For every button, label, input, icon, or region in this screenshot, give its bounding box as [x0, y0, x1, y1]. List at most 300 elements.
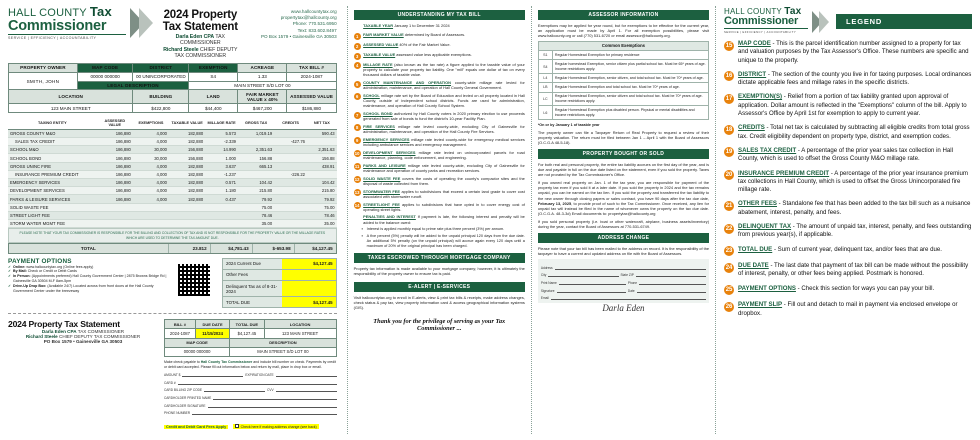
legend-text — [738, 223, 972, 240]
cell-net — [307, 170, 337, 178]
total-label: TOTAL — [80, 245, 96, 251]
column-divider — [531, 6, 532, 434]
table-row — [8, 219, 337, 227]
understanding-text — [363, 32, 525, 39]
cell-credits — [274, 195, 307, 203]
logo-tax-word: Tax — [89, 4, 112, 19]
legend-term: OTHER FEES — [738, 200, 777, 208]
exemption-rows — [538, 51, 708, 120]
understanding-term: PARKS AND LEISURE — [363, 162, 406, 168]
field-label: CARD BILLING ZIP CODE — [164, 388, 203, 393]
exemption-description: Regular homestead Exemption, senior citizen plus partial school tax. Must be 65* years of age. Income restrictions apply. — [552, 60, 708, 74]
cell-exemptions — [133, 203, 169, 211]
value-bill-number: 2024-1087 — [287, 72, 336, 81]
understanding-item — [354, 124, 525, 134]
bought-sold-p2a: If you owned real property on Jan. 1 of the tax year, you are responsible for payment of the property tax even if you sold it at a later date. If you sold the property in 2024 and the tax remains unpaid, you can be named on the tax lien. If you sold the property and transferred the tax liability to the new owner through closing papers or sales contract, you have 90 days after the tax due date, — [537, 179, 710, 201]
value-assessed-value: $186,880 — [287, 104, 336, 113]
qr-code[interactable] — [176, 262, 212, 298]
slip-map-code: 00000 000000 — [165, 347, 230, 356]
label-fair-market-value: FAIR MARKET VALUE x 40% — [238, 90, 287, 104]
table-row — [8, 162, 337, 170]
signature: Darla Eden — [602, 303, 645, 314]
legend-number-badge: 23 — [725, 248, 733, 255]
cell-taxable: 182,880 — [169, 162, 205, 170]
understanding-term: COUNTY MAINTENANCE AND OPERATION — [363, 80, 451, 86]
slip-th-map-code: MAP CODE — [165, 338, 230, 347]
officer-2-name: Richard Steele — [163, 47, 199, 53]
check-note-a: Make check payable to — [164, 360, 201, 365]
understanding-text — [363, 23, 525, 30]
payment-section — [8, 258, 337, 309]
exemption-code: L4 — [538, 74, 552, 83]
payment-form-field[interactable] — [164, 372, 337, 377]
legend-term: CREDITS — [738, 124, 765, 132]
penalty-bullet: ▪ A five percent (5%) penalty will be added to the unpaid principal 120 days from the due date. An additional 5% penalty (on the unpaid principal) will accrue again every 120 days until a maximum of 20% of the original principal has been charged. — [362, 234, 525, 249]
slip-th-description: DESCRIPTION — [230, 338, 336, 347]
cell-exemptions: 4,000 — [133, 187, 169, 195]
cell-gross: 1,019.19 — [238, 129, 274, 137]
slip-officer-1-name: Darla Eden CPA — [41, 329, 77, 335]
cell-millage: 5.573 — [205, 129, 238, 137]
cell-millage: 1.000 — [205, 154, 238, 162]
understanding-text — [363, 62, 525, 78]
number-badge: 5 — [354, 81, 361, 88]
field-label: Address — [540, 265, 553, 270]
value-current-due: $4,127.45 — [282, 259, 336, 269]
number-badge: 4 — [354, 62, 361, 69]
ealert-heading: E-ALERT | E-SERVICES — [354, 282, 525, 292]
field-input-line[interactable] — [551, 295, 706, 300]
number-badge: 12 — [354, 177, 360, 183]
legend-desc: - Check this section for ways you can pay your bill. — [795, 284, 935, 292]
cell-taxable — [169, 203, 205, 211]
address-change-checkbox-row[interactable] — [233, 424, 319, 429]
value-legal-description: MAIN STREET S/D LOT 00 — [189, 81, 336, 90]
field-label-2: EXPIRATION DATE — [245, 373, 274, 378]
cell-entity: GROSS UNINC FIRE — [8, 162, 97, 170]
exemption-row — [538, 74, 708, 83]
check-instructions — [164, 360, 337, 370]
exemption-description: Regular Homestead Exemption for primary residence — [552, 51, 708, 60]
understanding-term: STORMWATER FEE — [363, 188, 400, 194]
payment-slip-header — [8, 319, 158, 433]
cell-credits — [274, 187, 307, 195]
cell-credits — [274, 162, 307, 170]
understanding-text — [363, 189, 525, 199]
number-badge: 13 — [354, 190, 360, 196]
contact-website[interactable]: www.hallcountytax.org — [290, 9, 337, 14]
understanding-desc: If payment is late, the following interest and penalty will be added to the balance owed: — [363, 214, 525, 225]
value-other-fees — [282, 270, 336, 280]
cell-exemptions: 4,000 — [133, 138, 169, 146]
cell-assessed: 186,880 — [97, 170, 133, 178]
field-label-2: Phone — [627, 280, 638, 285]
exemption-code: L6 — [538, 106, 552, 120]
legend-logo-tax: Tax — [784, 6, 802, 17]
table-row — [8, 187, 337, 195]
cell-millage — [205, 219, 238, 227]
cell-net: 156.88 — [307, 154, 337, 162]
exemption-description: Regular Homestead Exemption, senior citizen and total school tax. Must be 70* years of age. Income restrictions apply. — [552, 92, 708, 106]
cell-millage — [205, 211, 238, 219]
cell-credits: -226.22 — [274, 170, 307, 178]
number-badge: 7 — [354, 112, 361, 119]
understanding-text — [363, 137, 525, 147]
tax-table-body — [8, 129, 337, 227]
legend-desc: - The amount of unpaid tax, interest, penalty, and fees outstanding from previous year(s), if applicable. — [738, 223, 972, 239]
amount-due-box — [222, 258, 337, 309]
legend-logo-line1: HALL COUNTY — [724, 7, 782, 16]
bought-sold-p3: If you sold personal property (i.e. boat or other watercraft, airplane, business assets/inventory) during the year, contact the Board of Assessors at 770-531-6749. — [537, 218, 710, 230]
taxpayer-return-text: The property owner can file a Taxpayer Return of Real Property to request a review of their property valuation. The return must be filed between Jan 1 – April 1 with the Board of Assessors (O.C.G.A 48-5-18). — [537, 129, 710, 146]
penalty-bullet-list — [354, 227, 525, 249]
field-label-2: Date — [627, 288, 635, 293]
understanding-term: TAXABLE YEAR — [363, 22, 394, 28]
check-note-c: and include bill number on check. Payments by credit or debit card accepted. Please fill out information below and return by mail, place in drop box or email. — [164, 360, 336, 369]
legend-text — [738, 246, 972, 257]
field-label: CARDHOLDER PRINTED NAME — [164, 396, 212, 400]
th-millage-rate: MILLAGE RATE — [205, 118, 238, 130]
cell-net: 78.46 — [307, 211, 337, 219]
understanding-heading: UNDERSTANDING MY TAX BILL — [354, 10, 525, 20]
understanding-item — [354, 163, 525, 173]
understanding-desc: applies to subdivisions that exceed a certain land grade to cover cost associated with stormwater runoff. — [363, 188, 525, 199]
understanding-desc: determined by Board of Assessors. — [403, 32, 466, 38]
cell-net: 79.92 — [307, 195, 337, 203]
understanding-item — [354, 150, 525, 160]
cell-net: 75.00 — [307, 203, 337, 211]
field-input-line[interactable] — [637, 288, 706, 293]
cell-assessed: 186,880 — [97, 162, 133, 170]
field-input-line[interactable] — [182, 372, 243, 377]
field-input-line[interactable] — [548, 272, 618, 277]
table-row — [8, 179, 337, 187]
address-change-text: Please note that your tax bill has been mailed to the address on record. It is the responsibility of the taxpayer to have a current and updated address on file with the Board of Assessors. — [537, 245, 710, 256]
understanding-text — [363, 163, 525, 173]
understanding-item — [354, 137, 525, 147]
cell-assessed: 186,880 — [97, 129, 133, 137]
officer-1-role: TAX COMMISSIONER — [180, 34, 225, 46]
exemption-row — [538, 92, 708, 106]
payment-form-field[interactable] — [164, 403, 337, 408]
understanding-item — [354, 62, 525, 78]
understanding-desc: authorized by Hall County voters in 2020 primary election to use proceeds generated from sale of bonds to fund the district's 10-year Facility Plan. — [363, 111, 525, 122]
number-badge-empty — [354, 23, 361, 30]
slip-th-total-due: TOTAL DUE — [230, 320, 264, 329]
slip-po-box: PO Box 1579 • Gainesville GA 30503 — [43, 339, 123, 345]
understanding-item — [354, 176, 525, 186]
cell-entity: SCHOOL M&O — [8, 146, 97, 154]
cell-taxable: 182,880 — [169, 187, 205, 195]
table-row — [8, 211, 337, 219]
table-row — [8, 146, 337, 154]
field-input-line[interactable] — [276, 387, 337, 392]
contact-email[interactable]: propertytax@hallcounty.org — [280, 15, 337, 21]
cell-assessed: 186,880 — [97, 187, 133, 195]
cell-taxable: 182,880 — [169, 179, 205, 187]
exemption-row — [538, 60, 708, 74]
field-input-line[interactable] — [636, 272, 706, 277]
legend-title: LEGEND — [836, 14, 972, 29]
legend-number-badge: 26 — [725, 303, 733, 310]
contact-address: PO Box 1579 • Gainesville GA 30503 — [260, 33, 337, 39]
address-form-field[interactable] — [541, 265, 706, 270]
understanding-term: FIRE SERVICES — [363, 124, 395, 130]
understanding-term: STREETLIGHT FEE — [363, 201, 400, 207]
bought-sold-p2 — [538, 180, 709, 216]
cell-taxable: 182,880 — [169, 170, 205, 178]
exemption-row — [538, 51, 708, 60]
cell-millage: 1.180 — [205, 187, 238, 195]
payment-dropbox-label: Drive-Up Drop Box: — [13, 283, 47, 288]
legend-number-badge: 24 — [725, 264, 733, 271]
payment-mail-label: By Mail: — [13, 269, 27, 274]
legend-header — [724, 8, 972, 34]
address-change-label: Check here if making address change (see back) — [240, 425, 317, 430]
label-legal-description: LEGAL DESCRIPTION — [77, 81, 188, 90]
field-label: Email — [540, 296, 549, 301]
penalty-bullet: ▪ Interest is applied monthly equal to prime rate plus three percent (3%) per annum. — [362, 227, 525, 232]
understanding-desc: (also known as the tax rate) a figure applied to the taxable value of your property to calculate your property tax liability. One "mill" equals one dollar of tax on every thousand dollars of taxable value. — [363, 62, 525, 78]
legend-number-badge: 21 — [725, 202, 733, 209]
cell-credits — [274, 146, 307, 154]
field-input-line[interactable] — [557, 288, 626, 293]
common-exemptions-table — [538, 41, 709, 120]
understanding-term: EMERGENCY SERVICES — [363, 137, 410, 142]
understanding-term: DEVELOPMENT SERVICES — [363, 149, 416, 155]
understanding-term: PENALTIES AND INTEREST — [363, 214, 416, 220]
legend-number-badge: 22 — [725, 225, 733, 232]
understanding-term: SCHOOL — [363, 93, 380, 99]
legend-desc: - The section of the county you live in for taxing purposes. Local ordinances dictate applicable fees and millage rates in the specific districts. — [738, 70, 972, 87]
legend-item — [724, 147, 972, 164]
contact-block — [245, 6, 337, 40]
cell-gross: 2,351.63 — [238, 146, 274, 154]
legend-item — [724, 285, 972, 296]
total-gross-tax: $4,781.43 — [210, 244, 252, 252]
legend-item — [724, 246, 972, 257]
payment-options-block — [8, 258, 168, 309]
field-input-line[interactable] — [276, 372, 337, 377]
payment-form-field[interactable] — [164, 380, 337, 385]
understanding-item — [354, 32, 525, 39]
address-form-field[interactable] — [541, 280, 706, 285]
column-divider — [347, 6, 348, 434]
address-form-fields — [541, 265, 706, 300]
legend-number-badge: 25 — [725, 287, 733, 294]
cell-assessed — [97, 203, 133, 211]
exemption-row — [538, 83, 708, 92]
legend-term: EXEMPTION(S) — [738, 93, 783, 101]
cell-taxable: 182,880 — [169, 129, 205, 137]
th-gross-tax: GROSS TAX — [238, 118, 274, 130]
address-change-form[interactable] — [538, 259, 709, 303]
legend-number-badge: 20 — [725, 172, 733, 179]
understanding-term: ASSESSED VALUE — [363, 42, 399, 48]
legend-item — [724, 301, 972, 318]
cell-net — [307, 138, 337, 146]
label-land: LAND — [189, 90, 238, 104]
legend-number-badge: 19 — [725, 149, 733, 156]
slip-th-bill: BILL # — [165, 320, 196, 329]
understanding-desc: millage rate levied county-wide, excluding City of Gainesville for administration, maintenance, and operation of the Hall County Fire Services. — [363, 124, 525, 135]
field-label: City — [540, 273, 547, 278]
understanding-item — [354, 189, 525, 199]
logo-commissioner: Commissioner — [8, 18, 107, 34]
legend-text — [738, 170, 972, 195]
cell-credits — [274, 154, 307, 162]
value-land: $44,400 — [189, 104, 238, 113]
assessor-heading: ASSESSOR INFORMATION — [538, 10, 709, 20]
field-input-line[interactable] — [213, 395, 336, 400]
payment-inperson-label: In Person: — [13, 274, 31, 279]
legend-item — [724, 93, 972, 118]
exemption-code: LB — [538, 83, 552, 92]
understanding-item — [354, 111, 525, 121]
payment-option-inperson[interactable] — [8, 274, 168, 284]
cell-gross: 79.92 — [238, 195, 274, 203]
cell-millage: -1.237 — [205, 170, 238, 178]
understanding-text — [363, 80, 525, 90]
field-label: Signature — [540, 288, 555, 293]
cell-net: 438.91 — [307, 162, 337, 170]
table-row — [8, 170, 337, 178]
field-input-line[interactable] — [208, 403, 337, 408]
bought-sold-p2b: , to provide proof of such to the Tax Commissioner. Once received, any lien for unpaid tax will instead be filed in the name of whomever owns the property on the tax due date. (O.C.G.A. 48-3-3d) Email documents to: propertytax@hallcounty.org — [537, 200, 710, 217]
field-label: CARD # — [164, 380, 176, 385]
field-label: PHONE NUMBER — [164, 411, 191, 416]
understanding-desc: millage rate levied county-wide for emergency medical services including ambulance services and emergency management. — [363, 137, 525, 148]
legend-number-badge: 15 — [725, 42, 733, 49]
value-district: 00 UNINCORPORATED — [133, 72, 189, 81]
payment-dropbox-text: (Available 24/7) Located across from front doors at the Hall County Government Center under the breezeway — [13, 283, 154, 293]
payment-form-field[interactable] — [164, 387, 337, 392]
logo-line1: HALL COUNTY — [8, 7, 87, 19]
legend-term: MAP CODE — [738, 40, 771, 47]
table-row — [8, 154, 337, 162]
exemption-description: Regular Homestead Exemption, senior citizen, and total school tax. Must be 70* years of age. — [552, 74, 708, 83]
number-badge: 3 — [354, 53, 361, 60]
slip-summary-table — [164, 319, 337, 357]
legend-desc: - Standalone fee that has been added to the tax bill such as a nuisance abatement, interest, penalty, and fees. — [738, 200, 971, 216]
cell-assessed: 186,880 — [97, 195, 133, 203]
cell-exemptions: 4,000 — [133, 179, 169, 187]
cell-entity: SALES TAX CREDIT — [8, 138, 97, 146]
statement-title-block — [160, 6, 241, 59]
payment-form-field[interactable] — [164, 395, 337, 400]
label-total-due: TOTAL DUE — [223, 297, 282, 307]
cell-entity: DEVELOPMENT SERVICES — [8, 187, 97, 195]
field-input-line[interactable] — [192, 410, 337, 415]
exemption-code: LC — [538, 92, 552, 106]
tax-detail-table — [8, 118, 337, 228]
address-form-field[interactable] — [541, 295, 706, 300]
th-assessed-value: ASSESSED VALUE — [97, 118, 133, 130]
cell-millage: -2.339 — [205, 138, 238, 146]
number-badge: 1 — [354, 33, 361, 40]
slip-due-date: 11/15/2024 — [195, 329, 229, 338]
cell-net: 2,351.63 — [307, 146, 337, 154]
cell-assessed: 186,880 — [97, 138, 133, 146]
understanding-desc: county-wide millage rate levied for administration, maintenance, and operation of Hall County General Government. — [363, 80, 525, 91]
payment-form-fields — [164, 372, 337, 415]
number-badge-empty — [354, 215, 361, 222]
legend-item — [724, 200, 972, 217]
legend-term: DELINQUENT TAX — [738, 223, 792, 231]
understanding-text — [363, 111, 525, 121]
exemption-code: S4 — [538, 60, 552, 74]
slip-officer-1-role: TAX COMMISSIONER — [77, 329, 125, 335]
payment-option-dropbox[interactable] — [8, 284, 168, 294]
address-form-field[interactable] — [541, 272, 706, 277]
legend-item — [724, 262, 972, 279]
understanding-desc: applies to subdivisions that have opted in to cover energy cost of operating street lights. — [363, 201, 525, 212]
cell-assessed — [97, 211, 133, 219]
payment-form-field[interactable] — [164, 410, 337, 415]
cell-net: 35.00 — [307, 219, 337, 227]
legend-desc: - Total net tax is calculated by subtracting all eligible credits from total gross tax. Credit eligibility dependent on property type, district, and exemption codes. — [738, 124, 970, 140]
cell-taxable — [169, 219, 205, 227]
value-delinquent-tax — [282, 281, 336, 296]
field-input-line[interactable] — [555, 265, 707, 270]
check-icon: ✓ — [8, 274, 12, 279]
field-input-line[interactable] — [559, 280, 626, 285]
col-tax-bill-no: TAX BILL # — [287, 64, 336, 73]
col-property-owner: PROPERTY OWNER — [9, 64, 78, 73]
understanding-desc: January 1 to December 31 2024 — [393, 22, 450, 28]
cell-taxable: 182,880 — [169, 195, 205, 203]
legend-list — [724, 40, 972, 318]
number-badge: 2 — [354, 43, 361, 50]
cell-net: 590.43 — [307, 129, 337, 137]
cell-entity: SCHOOL BOND — [8, 154, 97, 162]
understanding-term: MILLAGE RATE — [363, 62, 393, 68]
bought-sold-p1: For both real and personal property, the entire tax liability accrues on the first day of the year, and is due and payable in full on the due date listed on the statement, even if you sold the property. Taxes are not prorated by the Tax Commissioner's Office. — [537, 161, 710, 178]
understanding-desc: millage rate set by the Board of Education and levied on all property located in Hall County, outside of independent school districts. Funds are used for administration, maintenance, and operation of Hall County School System. — [363, 93, 525, 109]
col-district: DISTRICT — [133, 64, 189, 73]
number-badge: 14 — [354, 202, 360, 208]
checkbox-icon[interactable] — [235, 424, 239, 428]
legend-text — [738, 200, 972, 217]
cell-exemptions: 4,000 — [133, 170, 169, 178]
address-form-field[interactable] — [541, 288, 706, 293]
cell-credits — [274, 203, 307, 211]
exemption-description: Regular Homestead Exemption and total school tax. Must be 70* years of age. — [552, 83, 708, 92]
cell-gross: 78.46 — [238, 211, 274, 219]
legend-text — [738, 301, 972, 318]
escrow-text: Property tax information is made available to your mortgage company; however, it is ultimately the responsibility of the property owner to ensure tax is paid. — [353, 265, 525, 276]
understanding-item — [354, 93, 525, 109]
field-input-line[interactable] — [204, 387, 265, 392]
table-row — [8, 195, 337, 203]
cell-exemptions — [133, 211, 169, 219]
cell-taxable: 156,880 — [169, 154, 205, 162]
legend-desc: - A percentage of the prior year insurance premium tax collections in Hall County, which is used to offset the Gross Unincorporated fire millage rate. — [738, 169, 968, 194]
field-label: Print Name — [540, 280, 557, 285]
cell-millage: 0.437 — [205, 195, 238, 203]
cell-gross — [238, 138, 274, 146]
cell-taxable: 182,880 — [169, 138, 205, 146]
field-input-line[interactable] — [639, 280, 706, 285]
card-fees-note: Credit and Debit Card Fees Apply — [166, 425, 227, 430]
field-input-line[interactable] — [178, 380, 337, 385]
cell-exemptions: 4,000 — [133, 129, 169, 137]
understanding-text — [363, 176, 525, 186]
cell-millage: 14.990 — [205, 146, 238, 154]
officer-2-role: CHIEF DEPUTY TAX COMMISSIONER — [174, 47, 238, 59]
slip-officer-2-role: CHIEF DEPUTY TAX COMMISSIONER — [59, 334, 141, 340]
exemption-code: S1 — [538, 51, 552, 60]
